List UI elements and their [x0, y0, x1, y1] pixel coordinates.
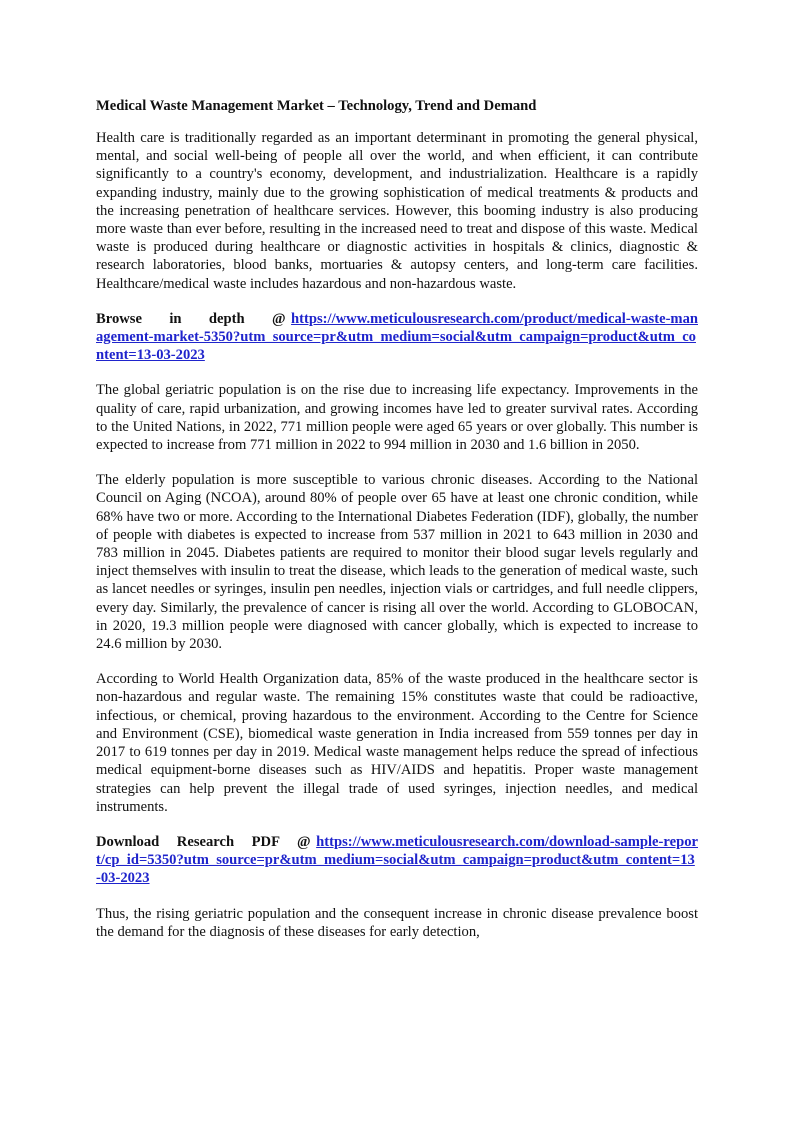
- paragraph-who: According to World Health Organization data, 85% of the waste produced in the healthcare sector is non-hazardous and regular waste. The remaining 15% constitutes waste that could be radioactive, infectious, or chemical, proving hazardous to the environment. According to the Centre for Science and Environment (CSE), biomedical waste generation in India increased from 559 tonnes per day in 2017 to 619 tonnes per day in 2019. Medical waste management helps reduce the spread of infectious medical equipment-borne diseases such as HIV/AIDS and hepatitis. Proper waste management strategies can help prevent the illegal trade of used syringes, injection needles, and medical instruments.: [96, 671, 698, 815]
- browse-link-paragraph: [96, 310, 698, 365]
- paragraph-intro: Health care is traditionally regarded as an important determinant in promoting the general physical, mental, and social well-being of people all over the world, and when efficient, it can contribute significantly to a country's economy, development, and industrialization. Healthcare is a rapidly expanding industry, mainly due to the growing sophistication of medical treatments & products and the increasing penetration of healthcare services. However, this booming industry is also producing more waste than ever before, resulting in the increased need to treat and dispose of this waste. Medical waste is produced during healthcare or diagnostic activities in hospitals & clinics, diagnostic & research laboratories, blood banks, mortuaries & autopsy centers, and long-term care facilities. Healthcare/medical waste includes hazardous and non-hazardous waste.: [96, 130, 698, 292]
- document-title: Medical Waste Management Market – Technology, Trend and Demand: [96, 98, 537, 114]
- paragraph-conclusion: Thus, the rising geriatric population and the consequent increase in chronic disease prevalence boost the demand for the diagnosis of these diseases for early detection,: [96, 905, 698, 940]
- download-link-label: Download Research PDF @: [96, 833, 311, 850]
- download-research-pdf-link[interactable]: https://www.meticulousresearch.com/download-sample-report/cp_id=5350?utm_source=pr&utm_medium=social&utm_campaign=product&utm_content=13-03-2023: [96, 833, 698, 887]
- browse-link-label: Browse in depth @: [96, 310, 286, 327]
- browse-in-depth-link[interactable]: https://www.meticulousresearch.com/product/medical-waste-management-market-5350?utm_source=pr&utm_medium=social&utm_campaign=product&utm_content=13-03-2023: [96, 310, 698, 364]
- paragraph-chronic: The elderly population is more susceptible to various chronic diseases. According to the National Council on Aging (NCOA), around 80% of people over 65 have at least one chronic condition, while 68% have two or more. According to the International Diabetes Federation (IDF), globally, the number of people with diabetes is expected to increase from 537 million in 2021 to 643 million in 2030 and 783 million in 2045. Diabetes patients are required to monitor their blood sugar levels regularly and inject themselves with insulin to treat the disease, which leads to the generation of medical waste, such as lancet needles or syringes, insulin pen needles, injection vials or cartridges, and full needle clippers, every day. Similarly, the prevalence of cancer is rising all over the world. According to GLOBOCAN, in 2020, 19.3 million people were diagnosed with cancer globally, which is expected to increase to 24.6 million by 2030.: [96, 472, 698, 653]
- document-page: [96, 96, 698, 958]
- download-link-paragraph: [96, 833, 698, 888]
- paragraph-geriatric: The global geriatric population is on the rise due to increasing life expectancy. Improvements in the quality of care, rapid urbanization, and growing incomes have led to greater survival rates. According to the United Nations, in 2022, 771 million people were aged 65 years or over globally. This number is expected to increase from 771 million in 2022 to 994 million in 2030 and 1.6 billion in 2050.: [96, 382, 698, 454]
